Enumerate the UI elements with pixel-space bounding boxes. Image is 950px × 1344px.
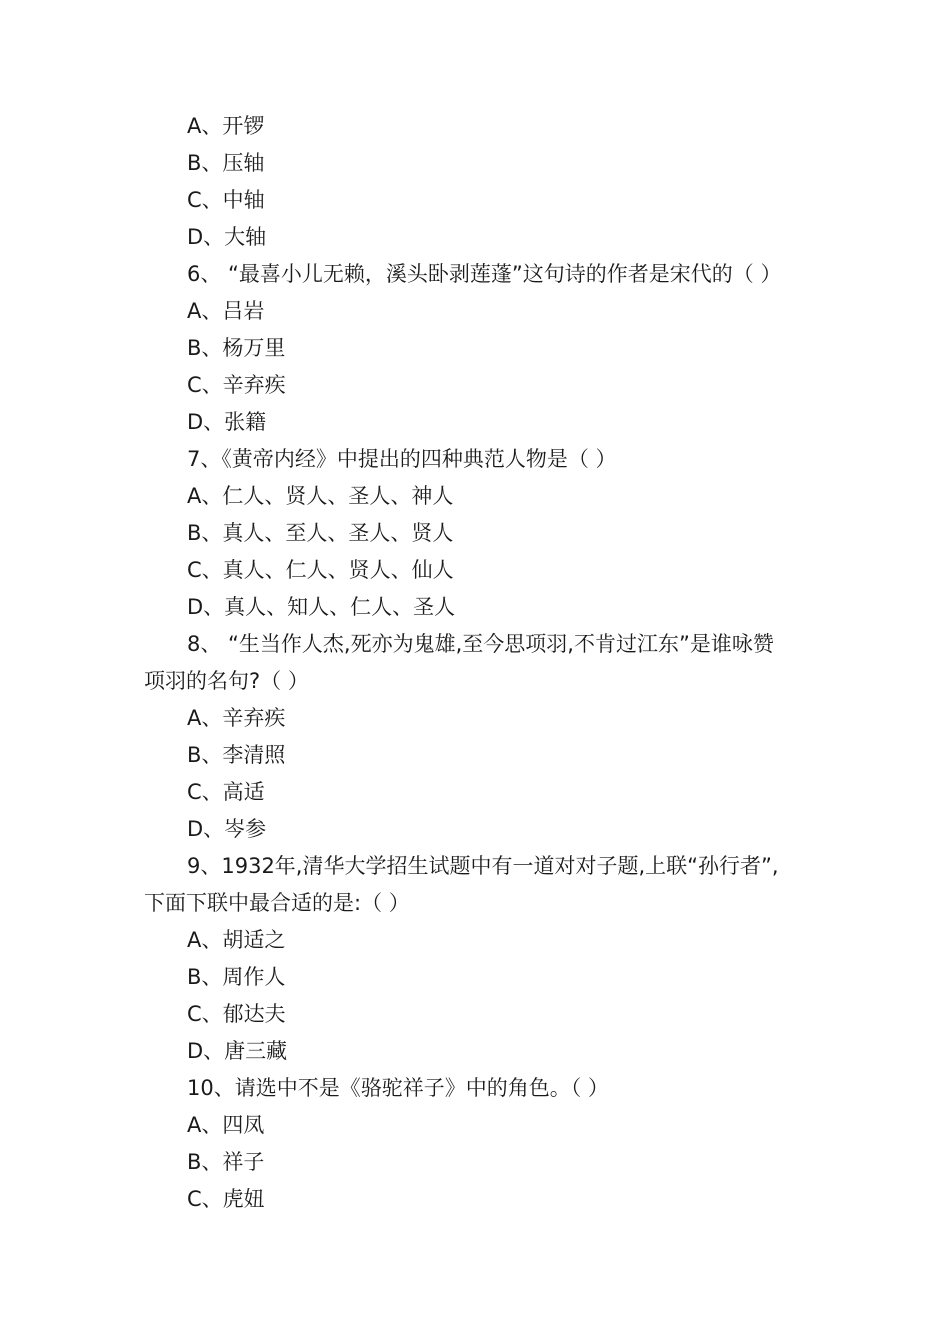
option-b: B、杨万里: [187, 336, 286, 360]
question-8-continuation: 项羽的名句?（ ）: [144, 669, 309, 693]
option-c: C、虎妞: [187, 1187, 265, 1211]
option-a: A、开锣: [187, 114, 265, 138]
question-list: [144, 108, 814, 1218]
option-b: B、周作人: [187, 965, 286, 989]
option-a: A、四凤: [187, 1113, 265, 1137]
question-9-continuation: 下面下联中最合适的是:（ ）: [144, 891, 410, 915]
option-b: B、真人、至人、圣人、贤人: [187, 521, 454, 545]
question-8: 8、 “生当作人杰,死亦为鬼雄,至今思项羽,不肯过江东”是谁咏赞: [187, 632, 774, 656]
option-c: C、郁达夫: [187, 1002, 286, 1026]
option-a: A、吕岩: [187, 299, 265, 323]
option-a: A、仁人、贤人、圣人、神人: [187, 484, 454, 508]
option-d: D、大轴: [187, 225, 267, 249]
option-d: D、岑参: [187, 817, 267, 841]
option-d: D、唐三藏: [187, 1039, 288, 1063]
option-d: D、真人、知人、仁人、圣人: [187, 595, 456, 619]
option-d: D、张籍: [187, 410, 267, 434]
option-b: B、李清照: [187, 743, 286, 767]
question-9: 9、1932年,清华大学招生试题中有一道对对子题,上联“孙行者”,: [187, 854, 779, 878]
option-a: A、辛弃疾: [187, 706, 286, 730]
option-a: A、胡适之: [187, 928, 286, 952]
option-b: B、压轴: [187, 151, 265, 175]
option-c: C、高适: [187, 780, 265, 804]
question-6: 6、 “最喜小儿无赖，溪头卧剥莲蓬”这句诗的作者是宋代的（ ）: [187, 262, 782, 286]
option-c: C、辛弃疾: [187, 373, 286, 397]
question-10: 10、请选中不是《骆驼祥子》中的角色。（ ）: [187, 1076, 609, 1100]
option-c: C、中轴: [187, 188, 265, 212]
option-c: C、真人、仁人、贤人、仙人: [187, 558, 454, 582]
option-b: B、祥子: [187, 1150, 265, 1174]
question-7: 7、《黄帝内经》中提出的四种典范人物是（ ）: [187, 447, 617, 471]
